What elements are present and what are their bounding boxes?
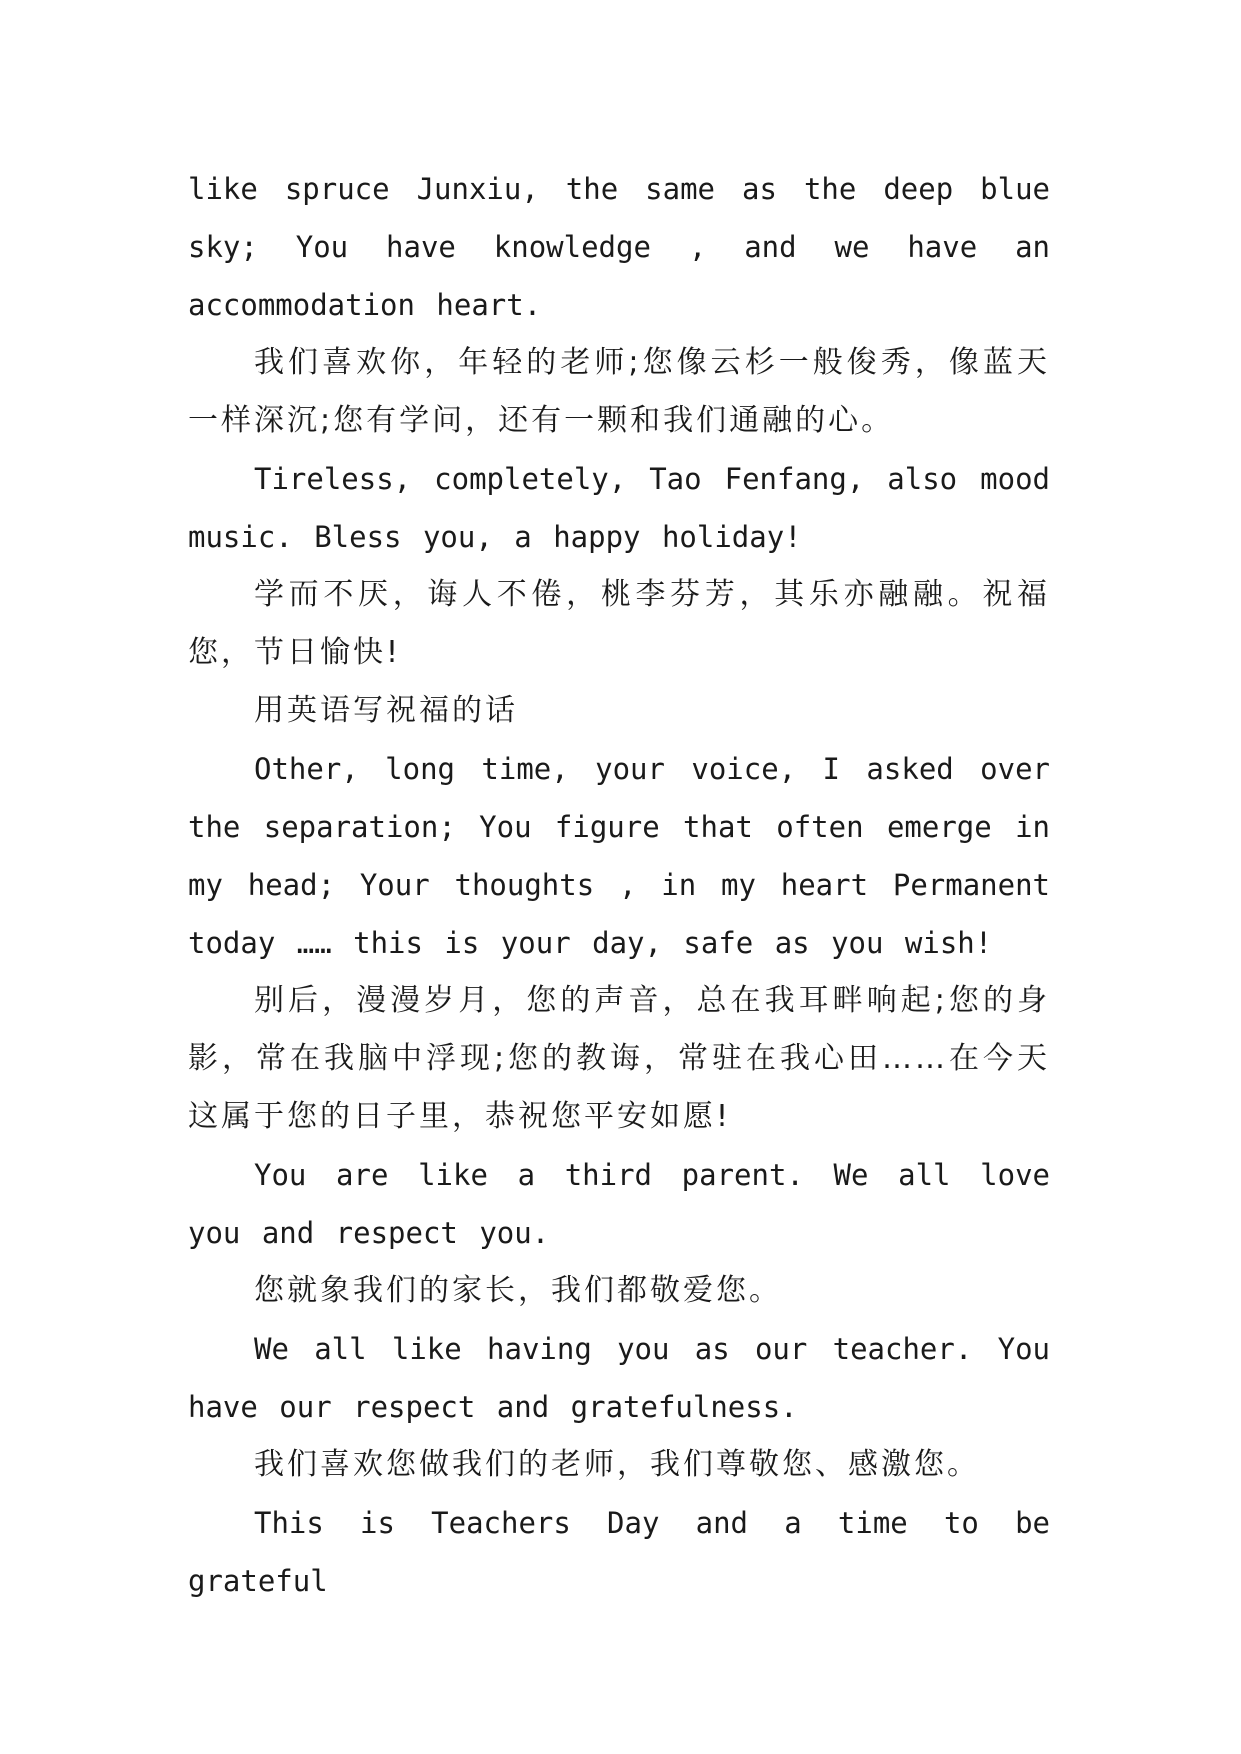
paragraph-4: 学而不厌，诲人不倦，桃李芬芳，其乐亦融融。祝福您，节日愉快! (188, 577, 1050, 670)
paragraph-6: Other, long time, your voice, I asked over the separation; You figure that often emerge in my head; Your thoughts , in my heart Permanent today …… this is your day, safe as you wish! (188, 752, 1050, 960)
paragraph-7: 别后，漫漫岁月，您的声音，总在我耳畔响起;您的身影，常在我脑中浮现;您的教诲，常驻在我心田……在今天这属于您的日子里，恭祝您平安如愿! (188, 983, 1050, 1134)
paragraph-10: We all like having you as our teacher. You have our respect and gratefulness. (188, 1332, 1050, 1424)
section-heading: 用英语写祝福的话 (254, 693, 518, 728)
paragraph-12: This is Teachers Day and a time to be grateful (188, 1506, 1050, 1598)
paragraph-8: You are like a third parent. We all love you and respect you. (188, 1158, 1050, 1250)
document-body (188, 160, 1050, 1610)
paragraph-1: like spruce Junxiu, the same as the deep blue sky; You have knowledge , and we have an accommodation heart. (188, 172, 1050, 322)
paragraph-11: 我们喜欢您做我们的老师，我们尊敬您、感激您。 (254, 1447, 980, 1482)
paragraph-9: 您就象我们的家长，我们都敬爱您。 (254, 1273, 782, 1308)
paragraph-2: 我们喜欢你，年轻的老师;您像云杉一般俊秀，像蓝天一样深沉;您有学问，还有一颗和我们通融的心。 (188, 345, 1050, 438)
paragraph-3: Tireless, completely, Tao Fenfang, also mood music. Bless you, a happy holiday! (188, 462, 1050, 554)
